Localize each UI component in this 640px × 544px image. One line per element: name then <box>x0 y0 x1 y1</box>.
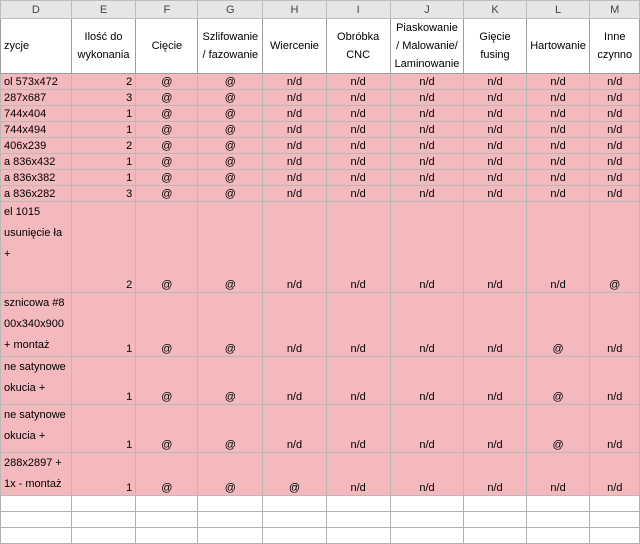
operation-cell[interactable]: n/d <box>464 186 526 202</box>
operation-cell[interactable]: n/d <box>590 154 640 170</box>
empty-cell[interactable] <box>464 496 526 512</box>
operation-cell[interactable]: n/d <box>263 74 326 90</box>
operation-cell[interactable]: @ <box>136 186 198 202</box>
operation-cell[interactable]: @ <box>198 90 263 106</box>
header-cell-drilling[interactable]: Wiercenie <box>263 19 326 74</box>
quantity-cell[interactable]: 1 <box>71 293 136 357</box>
operation-cell[interactable]: n/d <box>390 154 464 170</box>
empty-cell[interactable] <box>263 528 326 544</box>
operation-cell[interactable]: @ <box>198 202 263 293</box>
operation-cell[interactable]: n/d <box>390 405 464 453</box>
operation-cell[interactable]: n/d <box>326 74 390 90</box>
operation-cell[interactable]: n/d <box>464 405 526 453</box>
operation-cell[interactable]: n/d <box>526 74 590 90</box>
operation-cell[interactable]: @ <box>136 202 198 293</box>
operation-cell[interactable]: @ <box>198 74 263 90</box>
operation-cell[interactable]: n/d <box>263 170 326 186</box>
operation-cell[interactable]: n/d <box>390 453 464 496</box>
operation-cell[interactable]: @ <box>526 405 590 453</box>
empty-cell[interactable] <box>326 512 390 528</box>
operation-cell[interactable]: n/d <box>590 170 640 186</box>
operation-cell[interactable]: n/d <box>326 405 390 453</box>
operation-cell[interactable]: n/d <box>464 293 526 357</box>
operation-cell[interactable]: n/d <box>390 106 464 122</box>
empty-cell[interactable] <box>1 528 72 544</box>
table-header-row <box>1 19 640 74</box>
operation-cell[interactable]: @ <box>198 405 263 453</box>
operation-cell[interactable]: @ <box>198 453 263 496</box>
operation-cell[interactable]: @ <box>526 357 590 405</box>
operation-cell[interactable]: n/d <box>326 186 390 202</box>
operation-cell[interactable]: n/d <box>390 170 464 186</box>
empty-cell[interactable] <box>390 528 464 544</box>
empty-cell[interactable] <box>590 528 640 544</box>
empty-cell[interactable] <box>326 528 390 544</box>
operation-cell[interactable]: n/d <box>464 138 526 154</box>
column-header-m[interactable]: M <box>590 1 640 19</box>
operation-cell[interactable]: n/d <box>326 90 390 106</box>
description-cell[interactable]: a 836x282 <box>1 186 72 202</box>
operation-cell[interactable]: n/d <box>590 357 640 405</box>
operation-cell[interactable]: @ <box>198 170 263 186</box>
column-header-k[interactable]: K <box>464 1 526 19</box>
operation-cell[interactable]: n/d <box>590 122 640 138</box>
quantity-cell[interactable]: 1 <box>71 106 136 122</box>
quantity-cell[interactable]: 1 <box>71 122 136 138</box>
empty-cell[interactable] <box>198 528 263 544</box>
operation-cell[interactable]: @ <box>198 357 263 405</box>
operation-cell[interactable]: @ <box>198 154 263 170</box>
header-cell-position[interactable]: zycje <box>1 19 72 74</box>
operation-cell[interactable]: n/d <box>390 186 464 202</box>
operation-cell[interactable]: @ <box>198 106 263 122</box>
description-cell[interactable]: el 1015 usunięcie ła + <box>1 202 72 293</box>
operation-cell[interactable]: n/d <box>526 186 590 202</box>
operation-cell[interactable]: n/d <box>464 74 526 90</box>
quantity-cell[interactable]: 1 <box>71 357 136 405</box>
description-cell[interactable]: ol 573x472 <box>1 74 72 90</box>
description-cell[interactable]: a 836x382 <box>1 170 72 186</box>
empty-cell[interactable] <box>526 528 590 544</box>
empty-row <box>1 496 640 512</box>
operation-cell[interactable]: @ <box>136 90 198 106</box>
description-cell[interactable]: a 836x432 <box>1 154 72 170</box>
empty-cell[interactable] <box>71 496 136 512</box>
operation-cell[interactable]: n/d <box>526 202 590 293</box>
empty-cell[interactable] <box>1 512 72 528</box>
header-cell-sandblasting[interactable]: Piaskowanie / Malowanie/ Laminowanie <box>390 19 464 74</box>
column-header-row <box>1 1 640 19</box>
operation-cell[interactable]: n/d <box>464 170 526 186</box>
empty-cell[interactable] <box>590 512 640 528</box>
operation-cell[interactable]: @ <box>136 293 198 357</box>
operation-cell[interactable]: @ <box>198 122 263 138</box>
operation-cell[interactable]: @ <box>263 453 326 496</box>
table-row <box>1 453 640 496</box>
table-row <box>1 90 640 106</box>
column-header-l[interactable]: L <box>526 1 590 19</box>
operation-cell[interactable]: n/d <box>390 202 464 293</box>
operation-cell[interactable]: n/d <box>464 453 526 496</box>
empty-cell[interactable] <box>263 496 326 512</box>
empty-cell[interactable] <box>526 512 590 528</box>
table-row <box>1 74 640 90</box>
operation-cell[interactable]: n/d <box>590 138 640 154</box>
description-cell[interactable]: ne satynowe okucia + <box>1 357 72 405</box>
operation-cell[interactable]: n/d <box>464 357 526 405</box>
operation-cell[interactable]: @ <box>198 138 263 154</box>
operation-cell[interactable]: n/d <box>390 90 464 106</box>
operation-cell[interactable]: n/d <box>263 202 326 293</box>
operation-cell[interactable]: @ <box>198 186 263 202</box>
operation-cell[interactable]: n/d <box>326 202 390 293</box>
operation-cell[interactable]: @ <box>136 106 198 122</box>
description-cell[interactable]: sznicowa #8 00x340x900 + montaż <box>1 293 72 357</box>
operation-cell[interactable]: n/d <box>263 357 326 405</box>
empty-cell[interactable] <box>263 512 326 528</box>
table-row <box>1 202 640 293</box>
empty-cell[interactable] <box>136 496 198 512</box>
quantity-cell[interactable]: 1 <box>71 170 136 186</box>
operation-cell[interactable]: n/d <box>526 122 590 138</box>
operation-cell[interactable]: @ <box>198 293 263 357</box>
table-row <box>1 405 640 453</box>
empty-cell[interactable] <box>464 528 526 544</box>
header-cell-tempering[interactable]: Hartowanie <box>526 19 590 74</box>
description-cell[interactable]: 288x2897 + 1x - montaż <box>1 453 72 496</box>
operation-cell[interactable]: n/d <box>326 293 390 357</box>
operation-cell[interactable]: n/d <box>590 90 640 106</box>
operation-cell[interactable]: @ <box>136 74 198 90</box>
empty-cell[interactable] <box>71 512 136 528</box>
operation-cell[interactable]: n/d <box>263 106 326 122</box>
column-header-d[interactable]: D <box>1 1 72 19</box>
column-header-g[interactable]: G <box>198 1 263 19</box>
operation-cell[interactable]: @ <box>136 154 198 170</box>
quantity-cell[interactable]: 1 <box>71 453 136 496</box>
operation-cell[interactable]: n/d <box>263 138 326 154</box>
empty-cell[interactable] <box>136 512 198 528</box>
empty-cell[interactable] <box>136 528 198 544</box>
table-row <box>1 138 640 154</box>
table-row <box>1 186 640 202</box>
empty-cell[interactable] <box>464 512 526 528</box>
operation-cell[interactable]: n/d <box>526 170 590 186</box>
operation-cell[interactable]: n/d <box>326 170 390 186</box>
operation-cell[interactable]: n/d <box>526 453 590 496</box>
operation-cell[interactable]: n/d <box>464 202 526 293</box>
table-row <box>1 293 640 357</box>
operation-cell[interactable]: @ <box>526 293 590 357</box>
operation-cell[interactable]: n/d <box>263 122 326 138</box>
table-row <box>1 357 640 405</box>
column-header-j[interactable]: J <box>390 1 464 19</box>
operation-cell[interactable]: n/d <box>326 453 390 496</box>
empty-row <box>1 512 640 528</box>
operation-cell[interactable]: @ <box>136 357 198 405</box>
table-row <box>1 170 640 186</box>
operation-cell[interactable]: n/d <box>526 90 590 106</box>
operation-cell[interactable]: n/d <box>464 106 526 122</box>
operation-cell[interactable]: @ <box>136 170 198 186</box>
header-cell-other[interactable]: Inne czynno <box>590 19 640 74</box>
column-header-i[interactable]: I <box>326 1 390 19</box>
description-cell[interactable]: 744x494 <box>1 122 72 138</box>
operation-cell[interactable]: n/d <box>326 138 390 154</box>
operation-cell[interactable]: n/d <box>390 357 464 405</box>
table-row <box>1 106 640 122</box>
description-cell[interactable]: 744x404 <box>1 106 72 122</box>
operation-cell[interactable]: n/d <box>590 453 640 496</box>
operation-cell[interactable]: n/d <box>526 154 590 170</box>
operation-cell[interactable]: @ <box>136 138 198 154</box>
empty-cell[interactable] <box>526 496 590 512</box>
operation-cell[interactable]: n/d <box>326 357 390 405</box>
description-cell[interactable]: 406x239 <box>1 138 72 154</box>
operation-cell[interactable]: @ <box>136 405 198 453</box>
operation-cell[interactable]: n/d <box>590 186 640 202</box>
operation-cell[interactable]: n/d <box>464 154 526 170</box>
operation-cell[interactable]: n/d <box>526 138 590 154</box>
description-cell[interactable]: 287x687 <box>1 90 72 106</box>
column-header-e[interactable]: E <box>71 1 136 19</box>
operation-cell[interactable]: @ <box>136 453 198 496</box>
operation-cell[interactable]: n/d <box>464 122 526 138</box>
empty-cell[interactable] <box>198 512 263 528</box>
header-cell-quantity[interactable]: Ilość do wykonania <box>71 19 136 74</box>
quantity-cell[interactable]: 2 <box>71 74 136 90</box>
empty-cell[interactable] <box>590 496 640 512</box>
operation-cell[interactable]: n/d <box>390 122 464 138</box>
table-row <box>1 122 640 138</box>
empty-cell[interactable] <box>71 528 136 544</box>
operation-cell[interactable]: @ <box>590 202 640 293</box>
operation-cell[interactable]: n/d <box>263 405 326 453</box>
operation-cell[interactable]: n/d <box>464 90 526 106</box>
quantity-cell[interactable]: 1 <box>71 154 136 170</box>
empty-cell[interactable] <box>390 512 464 528</box>
header-cell-cutting[interactable]: Cięcie <box>136 19 198 74</box>
operation-cell[interactable]: n/d <box>526 106 590 122</box>
quantity-cell[interactable]: 2 <box>71 202 136 293</box>
operation-cell[interactable]: n/d <box>326 122 390 138</box>
empty-row <box>1 528 640 544</box>
operation-cell[interactable]: n/d <box>263 90 326 106</box>
quantity-cell[interactable]: 1 <box>71 405 136 453</box>
operation-cell[interactable]: n/d <box>590 293 640 357</box>
operation-cell[interactable]: n/d <box>326 106 390 122</box>
description-cell[interactable]: ne satynowe okucia + <box>1 405 72 453</box>
empty-cell[interactable] <box>390 496 464 512</box>
operation-cell[interactable]: n/d <box>263 293 326 357</box>
operation-cell[interactable]: n/d <box>263 186 326 202</box>
table-row <box>1 154 640 170</box>
quantity-cell[interactable]: 3 <box>71 90 136 106</box>
operation-cell[interactable]: n/d <box>390 293 464 357</box>
empty-cell[interactable] <box>326 496 390 512</box>
column-header-h[interactable]: H <box>263 1 326 19</box>
quantity-cell[interactable]: 3 <box>71 186 136 202</box>
operation-cell[interactable]: n/d <box>590 106 640 122</box>
operation-cell[interactable]: n/d <box>590 74 640 90</box>
operation-cell[interactable]: n/d <box>326 154 390 170</box>
operation-cell[interactable]: n/d <box>390 138 464 154</box>
column-header-f[interactable]: F <box>136 1 198 19</box>
operation-cell[interactable]: n/d <box>263 154 326 170</box>
empty-cell[interactable] <box>198 496 263 512</box>
empty-cell[interactable] <box>1 496 72 512</box>
header-cell-cnc[interactable]: Obróbka CNC <box>326 19 390 74</box>
operation-cell[interactable]: n/d <box>390 74 464 90</box>
header-cell-bending[interactable]: Gięcie fusing <box>464 19 526 74</box>
operation-cell[interactable]: @ <box>136 122 198 138</box>
operation-cell[interactable]: n/d <box>590 405 640 453</box>
quantity-cell[interactable]: 2 <box>71 138 136 154</box>
header-cell-grinding[interactable]: Szlifowanie / fazowanie <box>198 19 263 74</box>
